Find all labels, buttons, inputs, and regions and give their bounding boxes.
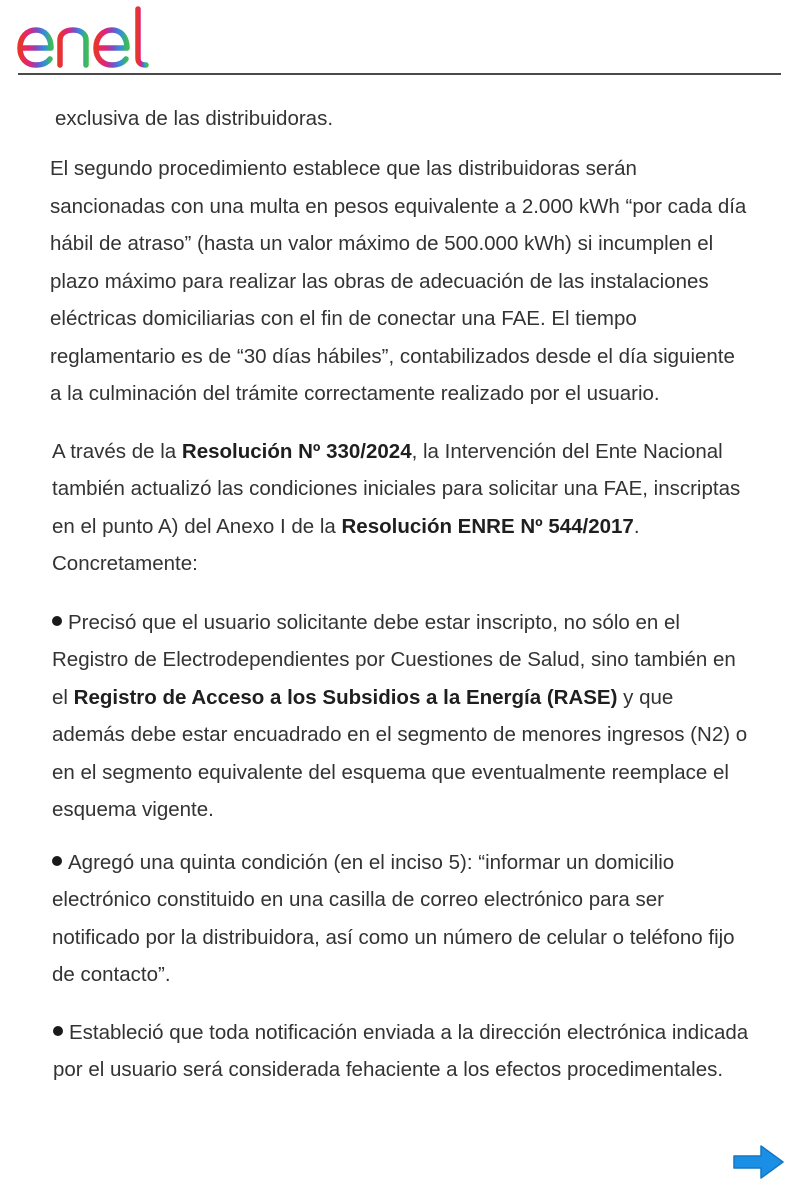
article-body — [50, 100, 750, 1089]
page-header — [0, 0, 800, 76]
list-item — [53, 1014, 750, 1089]
text-run: y que además debe estar encuadrado en el segmento de menores ingresos (N2) o en el segmento equivalente del esquema que eventualmente reemplace el esquema vigente. — [52, 685, 748, 821]
text-run: Agregó una quinta condición (en el inciso 5): “informar un domicilio electrónico constituido en una casilla de correo electrónico para ser notificado por la distribuidora, así como un número de celular o teléfono fijo de contacto”. — [52, 850, 735, 986]
list-item — [52, 604, 750, 829]
paragraph-resolution — [52, 433, 750, 583]
paragraph-fragment: exclusiva de las distribuidoras. — [55, 107, 334, 130]
text-run: Estableció que toda notificación enviada a la dirección electrónica indicada por el usuario será considerada fehaciente a los efectos procedimentales. — [53, 1020, 749, 1081]
paragraph-second-procedure: El segundo procedimiento establece que las distribuidoras serán sancionadas con una multa en pesos equivalente a 2.000 kWh “por cada día hábil de atraso” (hasta un valor máximo de 500.000 kWh) si incumplen el plazo máximo para realizar las obras de adecuación de las instalaciones eléctricas domiciliarias con el fin de conectar una FAE. El tiempo reglamentario es de “30 días hábiles”, contabilizados desde el día siguiente a la culminación del trámite correctamente realizado por el usuario. — [50, 157, 747, 405]
bullet-icon — [53, 1026, 63, 1036]
rase-label: Registro de Acceso a los Subsidios a la Energía (RASE) — [73, 685, 618, 709]
bullet-icon — [52, 856, 62, 866]
bullet-icon — [52, 616, 62, 626]
header-divider — [18, 73, 781, 75]
resolution-544-label: Resolución ENRE Nº 544/2017 — [341, 514, 634, 538]
list-item — [52, 844, 750, 994]
enel-logo — [16, 6, 180, 70]
text-run: , la Intervención del Ente Nacional también actualizó las condiciones iniciales para solicitar una FAE, inscriptas en el punto A) del Anexo I de la — [52, 439, 741, 538]
text-run: Precisó que el usuario solicitante debe estar inscripto, no sólo en el Registro de Electrodependientes por Cuestiones de Salud, sino también en el — [52, 610, 736, 709]
text-run: A través de la — [52, 439, 182, 463]
arrow-right-icon[interactable] — [731, 1143, 785, 1181]
text-run: . Concretamente: — [52, 514, 640, 575]
resolution-330-label: Resolución Nº 330/2024 — [181, 439, 412, 463]
